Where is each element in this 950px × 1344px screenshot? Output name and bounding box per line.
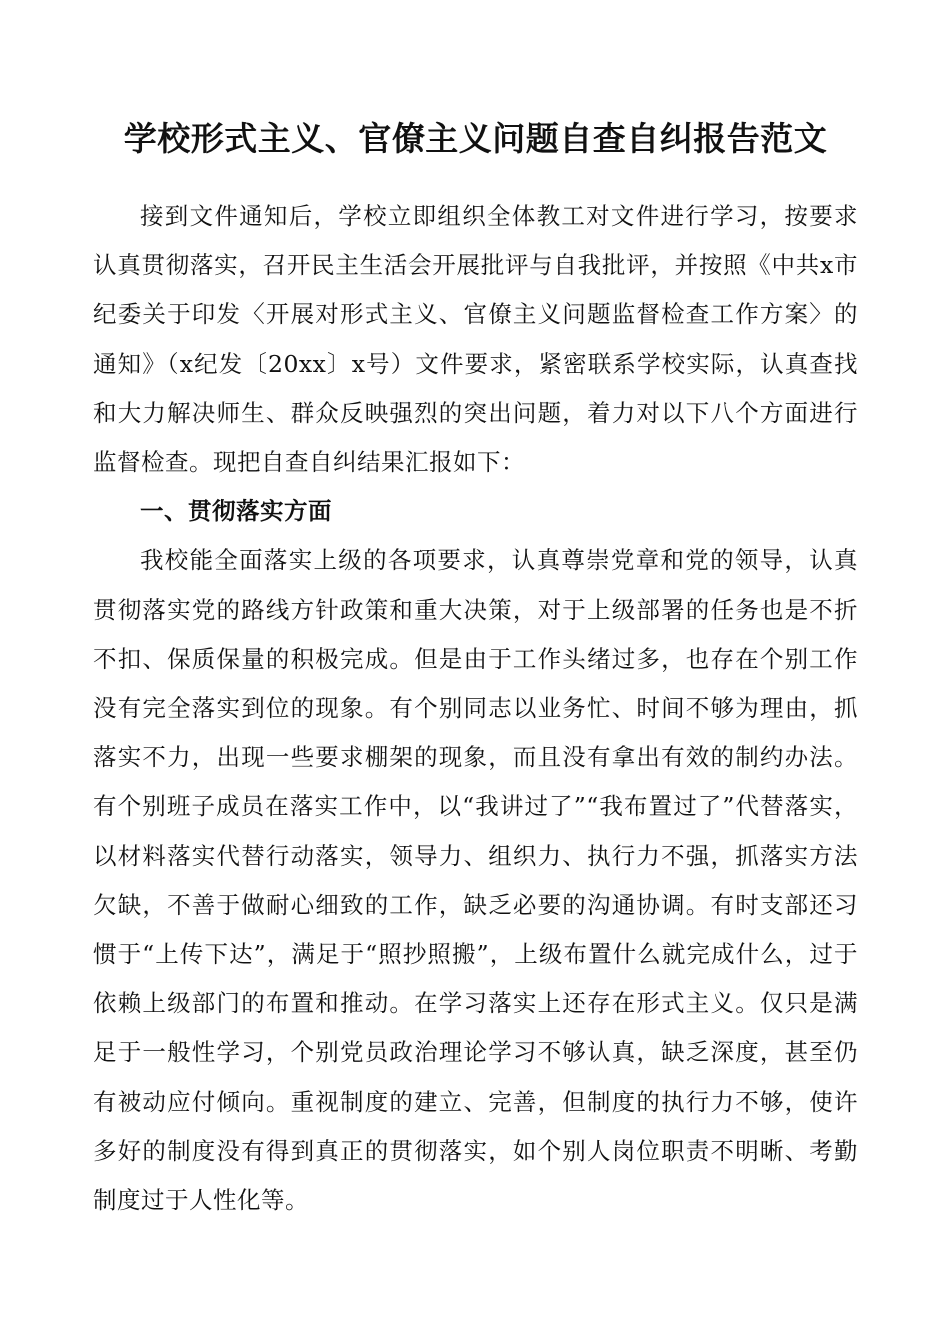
section bbox=[93, 487, 858, 1225]
document-page bbox=[93, 108, 858, 1225]
intro-paragraph: 接到文件通知后，学校立即组织全体教工对文件进行学习，按要求认真贯彻落实，召开民主生活会开展批评与自我批评，并按照《中共x市纪委关于印发〈开展对形式主义、官僚主义问题监督检查工作方案〉的通知》（x纪发〔20xx〕x号）文件要求，紧密联系学校实际，认真查找和大力解决师生、群众反映强烈的突出问题，着力对以下八个方面进行监督检查。现把自查自纠结果汇报如下： bbox=[93, 202, 858, 477]
document-title: 学校形式主义、官僚主义问题自查自纠报告范文 bbox=[123, 119, 828, 158]
section-heading: 一、贯彻落实方面 bbox=[140, 497, 332, 526]
section-body-paragraph: 我校能全面落实上级的各项要求，认真尊崇党章和党的领导，认真贯彻落实党的路线方针政策和重大决策，对于上级部署的任务也是不折不扣、保质保量的积极完成。但是由于工作头绪过多，也存在个别工作没有完全落实到位的现象。有个别同志以业务忙、时间不够为理由，抓落实不力，出现一些要求棚架的现象，而且没有拿出有效的制约办法。有个别班子成员在落实工作中，以“我讲过了”“我布置过了”代替落实，以材料落实代替行动落实，领导力、组织力、执行力不强，抓落实方法欠缺，不善于做耐心细致的工作，缺乏必要的沟通协调。有时支部还习惯于“上传下达”，满足于“照抄照搬”，上级布置什么就完成什么，过于依赖上级部门的布置和推动。在学习落实上还存在形式主义。仅只是满足于一般性学习，个别党员政治理论学习不够认真，缺乏深度，甚至仍有被动应付倾向。重视制度的建立、完善，但制度的执行力不够，使许多好的制度没有得到真正的贯彻落实，如个别人岗位职责不明晰、考勤制度过于人性化等。 bbox=[93, 546, 858, 1215]
